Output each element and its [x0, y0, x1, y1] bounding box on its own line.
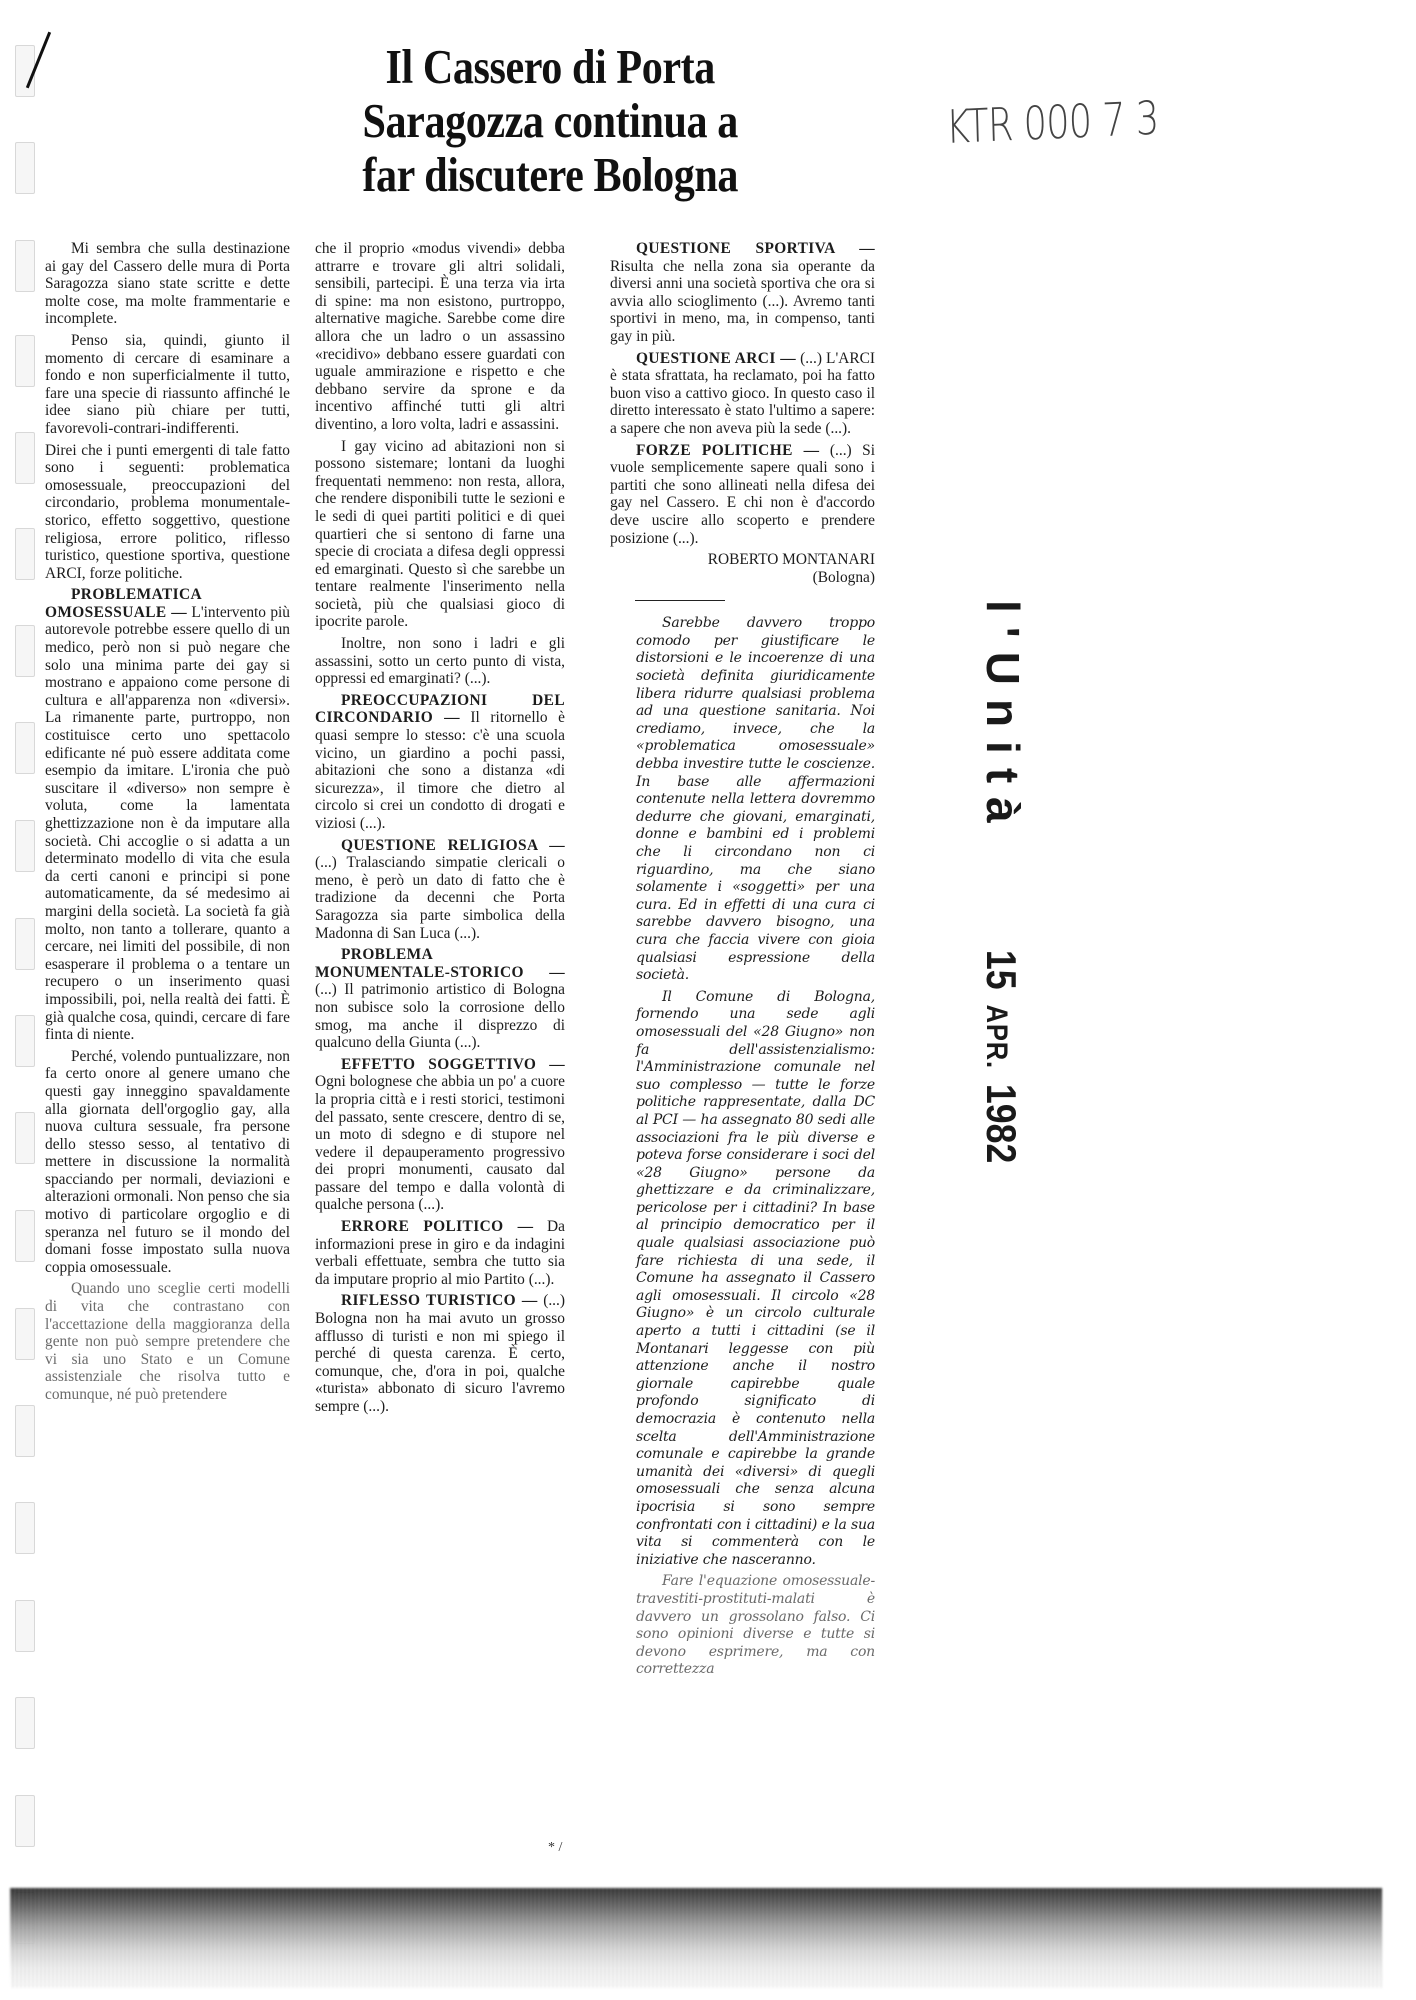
binder-tab — [15, 625, 35, 677]
binder-tab — [15, 820, 35, 872]
masthead-date-stamp — [976, 600, 1030, 1200]
section-paragraph — [315, 1292, 565, 1415]
section-text: (...) Si vuole semplicemente sapere quali sono i partiti che sono allineati nella difesa dei gay nel Cassero. E chi non è d'accordo deve uscire allo scoperto e prendere posizione (...). — [610, 441, 875, 547]
paragraph: che il proprio «modus vivendi» debba attrarre e trovare gli altri solidali, sensibili, partecipi. È una terza via irta di spine: ma non esistono, purtroppo, alternative magiche. Sarebbe come dire allora che un ladro o un assassino «recidivo» debbano essere guardati con uguale ammirazione e rispetto e che debbano servire da sprone e da incentivo affinché tutti gli altri diventino, a loro volta, ladri e assassini. — [315, 240, 565, 433]
section-heading: ERRORE POLITICO — — [341, 1218, 534, 1236]
binder-tab — [15, 1308, 35, 1360]
binder-tab — [15, 528, 35, 580]
headline-line: far discutere Bologna — [362, 147, 739, 202]
section-text: Ogni bolognese che abbia un po' a cuore la propria città e i resti storici, testimoni del passato, sente crescere, dentro di se, un moto di sdegno e di stupore nel vedere il depauperamento progressivo dei propri monumenti, causato dal passare del tempo e dalla volontà di qualche persona (...). — [315, 1073, 565, 1214]
section-text: (...) Tralasciando simpatie clericali o meno, è però un dato di fatto che è tradizione da decenni che Porta Saragozza sia parte simbolica della Madonna di San Luca (...). — [315, 854, 565, 942]
editorial-reply — [610, 615, 875, 1679]
section-text: L'intervento più autorevole potrebbe essere quello di un medico, però non si può negare che solo una minima parte dei gay si mostrano e appaiono come persone di cultura e all'apparenza non «diversi». La rimanente parte, purtroppo, non costituisce certo uno spettacolo edificante né può essere additata come esempio da imitare. L'ironia che può suscitare il «diverso» non sempre è voluta, come la lamentata ghettizzazione non è da imputare alla società. Chi accoglie o si adatta a un determinato modello di vita che esula da certi canoni e principi si pone automaticamente, da sé medesimo ai margini della società. La società fa già molto, non tanto a tollerare, quanto a cercare, nei limiti del possibile, di non esasperare il problema o a tentare un recupero o un inserimento quasi impossibili, poi, nella realtà dei fatti. È già qualche cosa, quindi, cercare di fare finta di niente. — [45, 603, 290, 1044]
binder-tab — [15, 1210, 35, 1262]
binder-tab — [15, 1600, 35, 1652]
section-paragraph — [610, 240, 875, 346]
section-paragraph — [610, 350, 875, 438]
binder-tab — [15, 1405, 35, 1457]
section-heading: FORZE POLITICHE — — [636, 441, 820, 459]
paragraph: Inoltre, non sono i ladri e gli assassini, sotto un certo punto di vista, oppressi ed emarginati? (...). — [315, 635, 565, 688]
divider — [635, 600, 725, 601]
date-month: APR. — [980, 1004, 1013, 1069]
binder-tab — [15, 1795, 35, 1847]
section-heading: QUESTIONE SPORTIVA — — [636, 240, 875, 257]
paragraph: Quando uno sceglie certi modelli di vita che contrastano con l'accettazione della maggioranza della gente non può sempre pretendere che vi sia uno Stato e un Comune assistenziale che risolva tutto e comunque, né può pretendere — [45, 1280, 290, 1403]
section-text: Da informazioni prese in giro e da indagini verbali effettuate, sembra che tutto sia da imputare proprio al mio Partito (...). — [315, 1218, 566, 1288]
paragraph: Direi che i punti emergenti di tale fatto sono i seguenti: problematica omosessuale, preoccupazioni del circondario, problema monumentale-storico, effetto soggettivo, questione religiosa, errore politico, riflesso turistico, questione sportiva, questione ARCI, forze politiche. — [45, 441, 290, 582]
reply-paragraph: Il Comune di Bologna, fornendo una sede agli omosessuali del «28 Giugno» non fa dell'assistenzialismo: l'Amministrazione comunale nel suo complesso — tutte le forze politiche rappresentate, dalla DC al PCI — ha assegnato 80 sedi alle associazioni fra le più diverse e poteva forse considerare i soci del «28 Giugno» persone da ghettizzare e da criminalizzare, pericolose per i cittadini? In base al principio democratico per il quale qualsiasi associazione può fare richiesta di una sede, il Comune ha assegnato il Cassero agli omosessuali. Il circolo «28 Giugno» è un circolo culturale aperto a tutti i cittadini (se il Montanari leggesse con più attenzione anche il nostro giornale capirebbe quale profondo significato di democrazia è contenuto nella scelta dell'Amministrazione comunale e capirebbe la grande umanità dei «diversi» di quegli omosessuali che senza alcuna ipocrisia si sono sempre confrontati con i cittadini) e la sua vita si commenterà con le iniziative che nasceranno. — [636, 988, 875, 1568]
section-heading: PREOCCUPAZIONI DEL CIRCONDARIO — — [315, 691, 565, 727]
section-heading: QUESTIONE ARCI — — [636, 349, 797, 367]
section-paragraph — [315, 837, 565, 943]
section-text: (...) Il patrimonio artistico di Bologna non subisce solo la corrosione dello smog, ma anche il disprezzo di qualcuno della Giunta (...). — [315, 981, 565, 1052]
section-paragraph — [315, 946, 565, 1052]
binder-tab — [15, 1112, 35, 1164]
reply-paragraph: Sarebbe davvero troppo comodo per giustificare le distorsioni e le incoerenze di una società definita giuridicamente libera ridurre qualsiasi problema ad una questione sanitaria. Noi crediamo, invece, che la «problematica omosessuale» debba investire tutte le coscienze. In base alle affermazioni contenute nella lettera dovremmo dedurre che giovani, emarginati, donne e bambini ed i problemi che li circondano non ci riguardino, ma che siano solamente i «soggetti» per una cura. Ed in effetti di una cura ci sarebbe davvero bisogno, una cura che faccia vivere con gioia qualsiasi espressione della società. — [636, 615, 875, 984]
section-heading: RIFLESSO TURISTICO — — [341, 1292, 538, 1310]
publication-date — [977, 950, 1025, 1164]
section-heading: QUESTIONE RELIGIOSA — — [341, 836, 565, 854]
section-text: (...) L'ARCI è stata sfrattata, ha reclamato, poi ha fatto buon viso a cattivo gioco. In questo caso il diretto interessato è stato l'ultimo a sapere: a sapere che non aveva più la sede (...). — [610, 349, 875, 437]
section-paragraph — [45, 586, 290, 1043]
paragraph: Mi sembra che sulla destinazione ai gay del Cassero delle mura di Porta Saragozza siano state scritte e dette molte cose, ma molte frammentarie e incomplete. — [45, 240, 290, 328]
paragraph: Perché, volendo puntualizzare, non fa certo onore al genere umano che questi gay inneggino spavaldamente alla giornata dell'orgoglio gay, alla nuova cultura sessuale, fra persone dello stesso sesso, al tentativo di mettere in discussione la normalità spacciando per normali, deviazioni e alterazioni ormonali. Non penso che sia motivo di particolare orgoglio e di speranza nel futuro se il mondo del domani fosse impostato sulla nuova coppia omosessuale. — [45, 1047, 290, 1276]
binder-tab — [15, 918, 35, 970]
binder-tab — [15, 722, 35, 774]
section-paragraph — [610, 442, 875, 548]
article-column-3 — [610, 240, 875, 1683]
section-text: Il ritornello è quasi sempre lo stesso: c'è una scuola vicino, un giardino a pochi passi, abitazioni che sono a distanza «di sicurezza», il timore che dietro al circolo si crei un condotto di drogati e viziosi (...). — [315, 709, 565, 832]
binder-tab — [15, 142, 35, 194]
scan-edge-shadow — [10, 1888, 1382, 1988]
article-column-1 — [45, 240, 290, 1408]
section-heading: PROBLEMATICA OMOSESSUALE — — [45, 586, 203, 621]
binder-tab — [15, 240, 35, 292]
headline-line: Il Cassero di Porta — [385, 39, 715, 94]
section-heading: EFFETTO SOGGETTIVO — — [341, 1055, 565, 1073]
binder-tab — [15, 1697, 35, 1749]
section-paragraph — [315, 692, 565, 833]
article-column-2 — [315, 240, 565, 1420]
section-paragraph — [315, 1056, 565, 1214]
binder-tab — [15, 1015, 35, 1067]
date-year: 1982 — [978, 1083, 1025, 1164]
paragraph: Penso sia, quindi, giunto il momento di cercare di esaminare a fondo e non superficialmente il tutto, fare una specie di riassunto affinché le idee siano più chiare per tutti, favorevoli-contrari-indifferenti. — [45, 331, 290, 437]
binder-tab — [15, 335, 35, 387]
author-city: (Bologna) — [812, 568, 875, 586]
section-paragraph — [315, 1218, 565, 1288]
author-signature: ROBERTO MONTANARI — [707, 551, 875, 569]
binder-tab — [15, 1502, 35, 1554]
paragraph: I gay vicino ad abitazioni non si possono sistemare; lontani da luoghi frequentati nemmeno: non resta, allora, che rendere disponibili tutte le sezioni e le sedi di quei partiti politici e di quei quartieri che si sentono di farne una specie di crociata a difesa degli oppressi ed emarginati. Questo sì che sarebbe un tentare realmente l'inserimento nella società, più che qualsiasi gioco di ipocrite parole. — [315, 437, 565, 631]
reply-paragraph: Fare l'equazione omosessuale-travestiti-prostituti-malati è davvero un grossolano falso. Ci sono opinioni diverse e tutte si devono esprimere, ma con correttezza — [636, 1573, 875, 1678]
date-day: 15 — [978, 949, 1025, 990]
headline-line: Saragozza continua a — [362, 93, 738, 148]
archive-code: KTR 000 7 3 — [945, 90, 1160, 154]
section-text: Risulta che nella zona sia operante da diversi anni una società sportiva che ora si avvia allo scioglimento (...). Avremo tanti sportivi in meno, ma, in compenso, tanti gay in più. — [610, 257, 875, 345]
binder-tab — [15, 432, 35, 484]
headline — [318, 40, 782, 202]
newspaper-name: l'Unità — [977, 600, 1029, 837]
section-heading: PROBLEMA MONUMENTALE-STORICO — — [315, 946, 565, 981]
bottom-mark: * / — [548, 1840, 563, 1855]
section-text: (...) Bologna non ha mai avuto un grosso afflusso di turisti e non mi spiego il perché di questa carenza. È certo, comunque, che, d'ora in poi, qualche «turista» abbonato di sicuro l'avremo sempre (...). — [315, 1292, 565, 1415]
